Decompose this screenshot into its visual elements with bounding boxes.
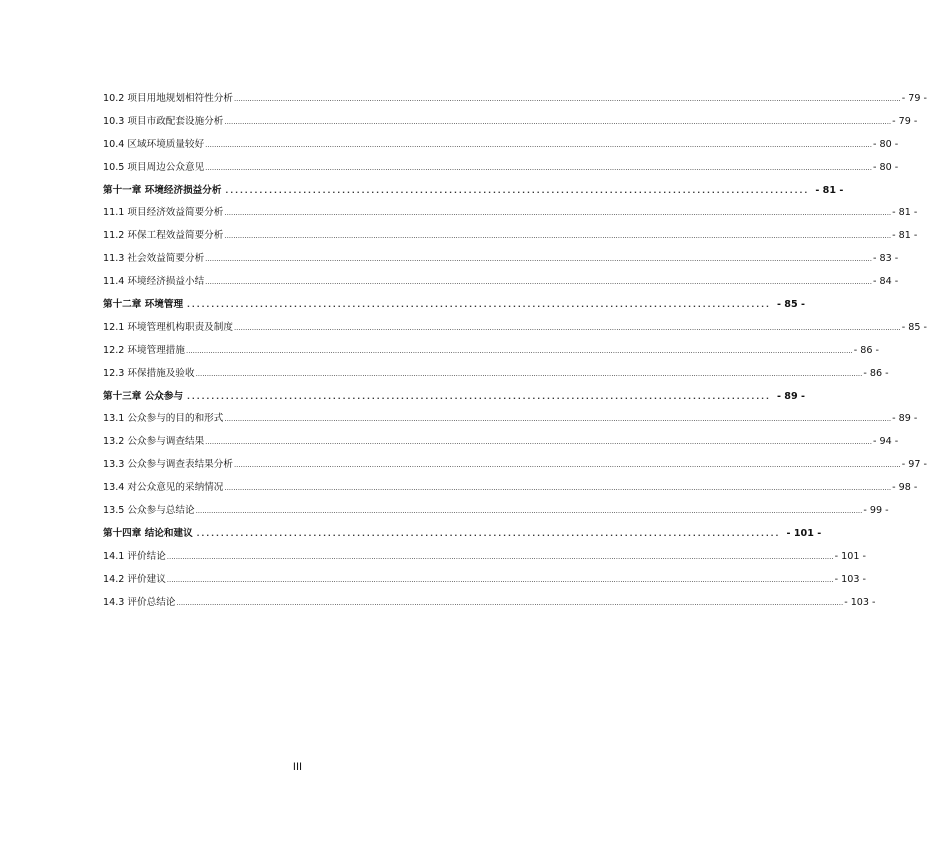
- toc-leader-dots: ............................................................................................................................................................................................................................................................................................................: [224, 116, 892, 126]
- toc-chapter-entry[interactable]: [103, 386, 805, 409]
- toc-entry-page: - 101 -: [786, 527, 822, 539]
- toc-entry-label: 第十一章 环境经济损益分析: [103, 184, 222, 196]
- toc-leader-dots: ........................................................................................................................: [187, 299, 771, 311]
- toc-section-entry[interactable]: [103, 88, 927, 111]
- toc-leader-dots: ............................................................................................................................................................................................................................................................................................................: [205, 139, 872, 149]
- toc-entry-label: 13.1 公众参与的目的和形式: [103, 413, 224, 425]
- toc-leader-dots: ............................................................................................................................................................................................................................................................................................................: [224, 483, 892, 493]
- toc-entry-page: - 79 -: [901, 93, 927, 104]
- toc-section-entry[interactable]: [103, 363, 889, 386]
- toc-entry-page: - 99 -: [863, 505, 889, 517]
- toc-leader-dots: ............................................................................................................................................................................................................................................................................................................: [185, 345, 853, 355]
- toc-entry-label: 第十二章 环境管理: [103, 299, 184, 311]
- toc-entry-page: - 85 -: [901, 321, 927, 333]
- toc-entry-label: 10.3 项目市政配套设施分析: [103, 115, 224, 127]
- toc-entry-page: - 89 -: [776, 390, 805, 402]
- toc-section-entry[interactable]: [103, 340, 880, 363]
- toc-entry-label: 13.3 公众参与调查表结果分析: [103, 459, 233, 471]
- toc-leader-dots: ............................................................................................................................................................................................................................................................................................................: [176, 597, 844, 607]
- toc-entry-label: 13.2 公众参与调查结果: [103, 436, 205, 448]
- toc-section-entry[interactable]: [103, 225, 918, 248]
- toc-entry-label: 14.2 评价建议: [103, 573, 166, 585]
- toc-section-entry[interactable]: [103, 202, 918, 225]
- table-of-contents: [103, 88, 927, 614]
- toc-entry-page: - 86 -: [863, 367, 889, 379]
- toc-entry-label: 14.1 评价结论: [103, 550, 166, 562]
- toc-entry-label: 14.3 评价总结论: [103, 596, 176, 608]
- toc-leader-dots: ............................................................................................................................................................................................................................................................................................................: [224, 208, 892, 218]
- toc-entry-label: 10.5 项目周边公众意见: [103, 161, 205, 173]
- toc-entry-label: 11.4 环境经济损益小结: [103, 276, 205, 288]
- toc-section-entry[interactable]: [103, 592, 876, 615]
- toc-leader-dots: ............................................................................................................................................................................................................................................................................................................: [195, 506, 863, 516]
- toc-leader-dots: ............................................................................................................................................................................................................................................................................................................: [205, 254, 872, 264]
- toc-entry-label: 第十四章 结论和建议: [103, 527, 193, 539]
- toc-entry-page: - 103 -: [834, 573, 866, 585]
- toc-entry-page: - 86 -: [853, 344, 880, 356]
- toc-leader-dots: ............................................................................................................................................................................................................................................................................................................: [205, 162, 872, 172]
- toc-entry-page: - 80 -: [872, 161, 899, 173]
- toc-entry-label: 11.2 环保工程效益简要分析: [103, 230, 224, 242]
- toc-leader-dots: ........................................................................................................................: [187, 390, 771, 402]
- toc-entry-page: - 98 -: [892, 482, 918, 494]
- toc-entry-page: - 79 -: [892, 115, 918, 127]
- toc-leader-dots: ............................................................................................................................................................................................................................................................................................................: [205, 277, 872, 287]
- toc-entry-page: - 83 -: [872, 253, 899, 265]
- toc-section-entry[interactable]: [103, 546, 866, 569]
- toc-leader-dots: ............................................................................................................................................................................................................................................................................................................: [233, 460, 901, 470]
- toc-entry-page: - 81 -: [892, 207, 918, 219]
- toc-leader-dots: ............................................................................................................................................................................................................................................................................................................: [224, 414, 892, 424]
- toc-section-entry[interactable]: [103, 431, 899, 454]
- toc-entry-label: 12.1 环境管理机构职责及制度: [103, 321, 233, 333]
- toc-entry-label: 13.5 公众参与总结论: [103, 505, 195, 517]
- toc-leader-dots: ............................................................................................................................................................................................................................................................................................................: [205, 437, 872, 447]
- toc-leader-dots: ............................................................................................................................................................................................................................................................................................................: [166, 574, 834, 584]
- toc-entry-page: - 85 -: [776, 299, 805, 311]
- toc-leader-dots: ............................................................................................................................................................................................................................................................................................................: [195, 368, 863, 378]
- toc-leader-dots: ............................................................................................................................................................................................................................................................................................................: [166, 551, 834, 561]
- toc-entry-page: - 84 -: [872, 276, 899, 288]
- toc-section-entry[interactable]: [103, 408, 918, 431]
- toc-entry-label: 12.2 环境管理措施: [103, 344, 185, 356]
- toc-section-entry[interactable]: [103, 271, 899, 294]
- toc-entry-page: - 103 -: [844, 596, 876, 608]
- toc-section-entry[interactable]: [103, 569, 866, 592]
- page-number: III: [292, 761, 303, 773]
- toc-entry-page: - 101 -: [834, 550, 866, 562]
- toc-entry-label: 第十三章 公众参与: [103, 390, 184, 402]
- toc-entry-page: - 97 -: [901, 459, 927, 471]
- toc-entry-page: - 89 -: [892, 413, 918, 425]
- toc-section-entry[interactable]: [103, 317, 927, 340]
- toc-entry-page: - 81 -: [815, 184, 844, 196]
- toc-leader-dots: ........................................................................................................................: [196, 527, 781, 539]
- toc-section-entry[interactable]: [103, 500, 889, 523]
- toc-section-entry[interactable]: [103, 111, 918, 134]
- toc-section-entry[interactable]: [103, 454, 927, 477]
- toc-chapter-entry[interactable]: [103, 180, 844, 203]
- toc-entry-page: - 81 -: [892, 230, 918, 242]
- toc-chapter-entry[interactable]: [103, 523, 822, 546]
- toc-entry-page: - 80 -: [872, 138, 899, 150]
- toc-entry-label: 10.2 项目用地规划相符性分析: [103, 93, 233, 104]
- toc-entry-label: 13.4 对公众意见的采纳情况: [103, 482, 224, 494]
- toc-section-entry[interactable]: [103, 134, 899, 157]
- toc-chapter-entry[interactable]: [103, 294, 805, 317]
- toc-entry-label: 11.1 项目经济效益简要分析: [103, 207, 224, 219]
- toc-entry-label: 10.4 区域环境质量较好: [103, 138, 205, 150]
- toc-leader-dots: ........................................................................................................................: [225, 184, 810, 196]
- toc-entry-page: - 94 -: [872, 436, 899, 448]
- toc-entry-label: 12.3 环保措施及验收: [103, 367, 195, 379]
- toc-leader-dots: ............................................................................................................................................................................................................................................................................................................: [224, 231, 892, 241]
- toc-section-entry[interactable]: [103, 157, 899, 180]
- toc-leader-dots: ............................................................................................................................................................................................................................................................................................................: [233, 322, 901, 332]
- toc-section-entry[interactable]: [103, 248, 899, 271]
- toc-section-entry[interactable]: [103, 477, 918, 500]
- toc-entry-label: 11.3 社会效益简要分析: [103, 253, 205, 265]
- toc-leader-dots: ............................................................................................................................................................................................................................................................................................................: [233, 94, 901, 103]
